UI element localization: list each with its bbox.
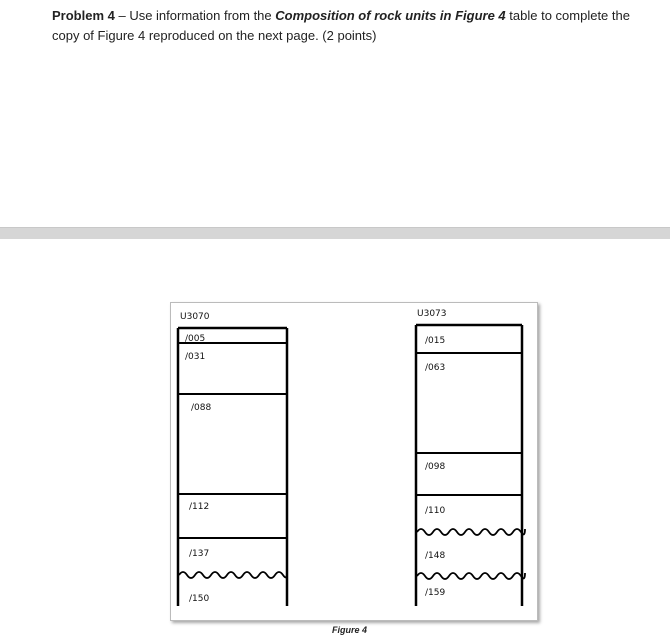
left-depth-031: /031	[185, 352, 206, 362]
right-unconformity-lower	[417, 573, 525, 579]
page-top	[0, 0, 670, 227]
stratigraphic-columns	[171, 303, 537, 620]
right-depth-015: /015	[425, 336, 446, 346]
left-depth-005: /005	[185, 334, 206, 344]
problem-dash: – Use information from the	[114, 8, 276, 23]
left-depth-150: /150	[189, 594, 210, 604]
right-column-title: U3073	[417, 309, 447, 319]
figure-4-frame	[170, 302, 538, 621]
left-column-title: U3070	[180, 312, 210, 322]
left-depth-137: /137	[189, 549, 210, 559]
right-depth-063: /063	[425, 363, 446, 373]
right-depth-098: /098	[425, 462, 446, 472]
left-unconformity	[179, 572, 287, 578]
problem-rest: table to complete the copy of Figure 4 reproduced on the next page. (2 points)	[52, 8, 630, 43]
left-column	[178, 328, 287, 606]
right-depth-110: /110	[425, 506, 446, 516]
left-depth-088: /088	[191, 403, 212, 413]
problem-statement	[52, 6, 652, 46]
right-unconformity-upper	[417, 529, 525, 535]
problem-label: Problem 4	[52, 8, 115, 23]
right-depth-148: /148	[425, 551, 446, 561]
left-depth-112: /112	[189, 502, 210, 512]
right-depth-159: /159	[425, 588, 446, 598]
figure-caption: Figure 4	[332, 625, 368, 635]
table-reference: Composition of rock units in Figure 4	[275, 8, 506, 23]
